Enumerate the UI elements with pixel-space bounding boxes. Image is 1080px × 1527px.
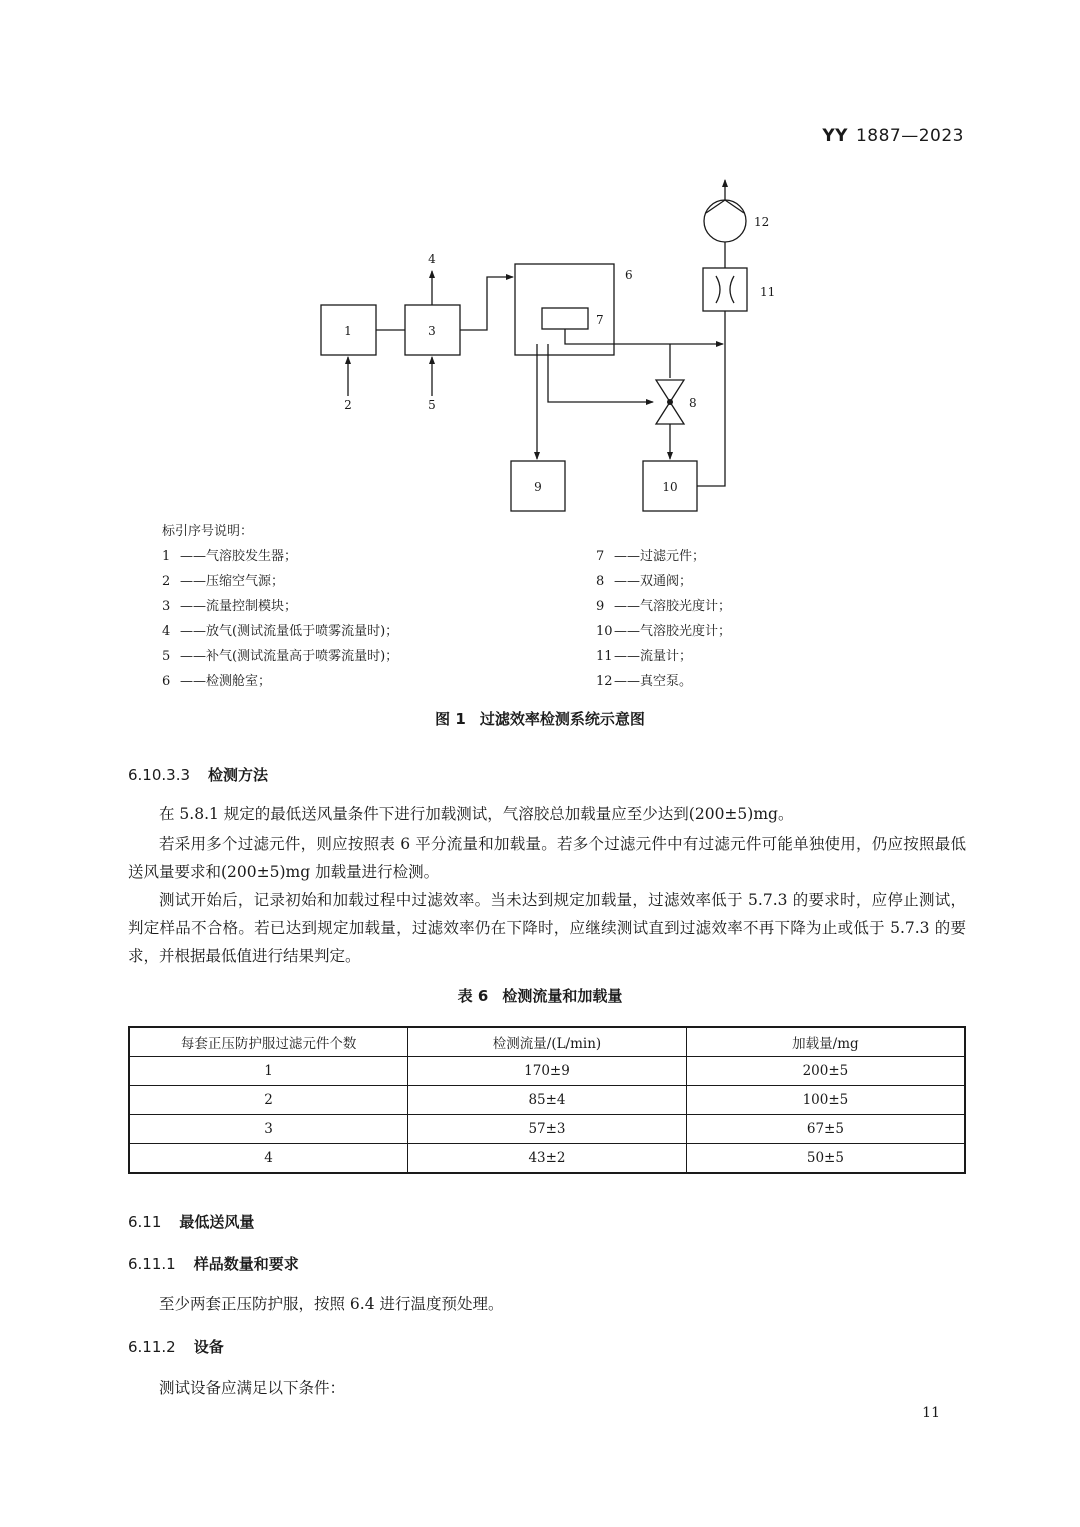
label-8: 8 bbox=[689, 396, 697, 410]
vacuum-pump-icon bbox=[704, 200, 746, 242]
label-9: 9 bbox=[534, 480, 542, 494]
label-5: 5 bbox=[428, 398, 436, 412]
legend-item: 5 ——补气(测试流量高于喷雾流量时)； bbox=[162, 649, 399, 664]
table-cell: 1 bbox=[129, 1057, 408, 1086]
filtration-efficiency-diagram bbox=[0, 0, 1080, 520]
label-6: 6 bbox=[625, 268, 633, 282]
page-number: 11 bbox=[922, 1405, 940, 1421]
table-cell: 67±5 bbox=[686, 1115, 965, 1144]
legend-item: 6 ——检测舱室； bbox=[162, 674, 272, 689]
legend-title: 标引序号说明： bbox=[162, 524, 254, 539]
label-12: 12 bbox=[754, 215, 770, 229]
filter-element-box bbox=[542, 308, 588, 329]
label-11: 11 bbox=[760, 285, 776, 299]
legend-item: 7 ——过滤元件； bbox=[596, 549, 706, 564]
paragraph: 在 5.8.1 规定的最低送风量条件下进行加载测试，气溶胶总加载量应至少达到(200±5)mg。 bbox=[159, 805, 794, 823]
table-cell: 200±5 bbox=[686, 1057, 965, 1086]
heading-6-11: 6.11 最低送风量 bbox=[128, 1213, 255, 1231]
table-header-row bbox=[129, 1027, 965, 1057]
label-10: 10 bbox=[662, 480, 678, 494]
standard-prefix: YY bbox=[822, 126, 848, 146]
table-caption: 表 6 检测流量和加载量 bbox=[457, 987, 623, 1005]
table-row bbox=[129, 1144, 965, 1174]
standard-number: 1887—2023 bbox=[855, 126, 964, 146]
heading-6-11-1: 6.11.1 样品数量和要求 bbox=[128, 1255, 299, 1273]
table-row bbox=[129, 1086, 965, 1115]
paragraph: 若采用多个过滤元件，则应按照表 6 平分流量和加载量。若多个过滤元件中有过滤元件可能单独使用，仍应按照最低送风量要求和(200±5)mg 加载量进行检测。 bbox=[128, 835, 966, 881]
label-4: 4 bbox=[428, 252, 436, 266]
heading-6-10-3-3: 6.10.3.3 检测方法 bbox=[128, 766, 269, 784]
column-header: 每套正压防护服过滤元件个数 bbox=[129, 1027, 408, 1057]
label-1: 1 bbox=[344, 324, 352, 338]
table-cell: 50±5 bbox=[686, 1144, 965, 1174]
legend-item: 12——真空泵。 bbox=[596, 674, 693, 689]
legend-item: 3 ——流量控制模块； bbox=[162, 599, 298, 614]
table-row bbox=[129, 1115, 965, 1144]
table-6 bbox=[128, 1026, 966, 1174]
table-cell: 57±3 bbox=[408, 1115, 687, 1144]
label-2: 2 bbox=[344, 398, 352, 412]
paragraph: 至少两套正压防护服，按照 6.4 进行温度预处理。 bbox=[159, 1295, 504, 1313]
legend-item: 10——气溶胶光度计； bbox=[596, 624, 732, 639]
table-cell: 170±9 bbox=[408, 1057, 687, 1086]
paragraph: 测试开始后，记录初始和加载过程中过滤效率。当未达到规定加载量，过滤效率低于 5.7.3 的要求时，应停止测试，判定样品不合格。若已达到规定加载量，过滤效率仍在下降时，应继续测试直到过滤效率不再下降为止或低于 5.7.3 的要求，并根据最低值进行结果判定。 bbox=[128, 891, 966, 965]
legend-item: 2 ——压缩空气源； bbox=[162, 574, 285, 589]
legend-item: 4 ——放气(测试流量低于喷雾流量时)； bbox=[162, 624, 399, 639]
table-cell: 4 bbox=[129, 1144, 408, 1174]
legend-item: 1 ——气溶胶发生器； bbox=[162, 549, 298, 564]
flowmeter-box bbox=[703, 268, 747, 311]
table-cell: 85±4 bbox=[408, 1086, 687, 1115]
table-cell: 3 bbox=[129, 1115, 408, 1144]
legend-item: 9 ——气溶胶光度计； bbox=[596, 599, 732, 614]
legend-left bbox=[162, 544, 398, 694]
column-header: 加载量/mg bbox=[686, 1027, 965, 1057]
table-row bbox=[129, 1057, 965, 1086]
label-3: 3 bbox=[428, 324, 436, 338]
legend-item: 11——流量计； bbox=[596, 649, 693, 664]
heading-6-11-2: 6.11.2 设备 bbox=[128, 1338, 224, 1356]
table-cell: 2 bbox=[129, 1086, 408, 1115]
label-7: 7 bbox=[596, 313, 604, 327]
figure-caption: 图 1 过滤效率检测系统示意图 bbox=[435, 710, 645, 728]
column-header: 检测流量/(L/min) bbox=[408, 1027, 687, 1057]
legend-item: 8 ——双通阀； bbox=[596, 574, 693, 589]
table-cell: 100±5 bbox=[686, 1086, 965, 1115]
table-cell: 43±2 bbox=[408, 1144, 687, 1174]
legend-right bbox=[596, 544, 731, 694]
paragraph: 测试设备应满足以下条件： bbox=[159, 1379, 346, 1397]
